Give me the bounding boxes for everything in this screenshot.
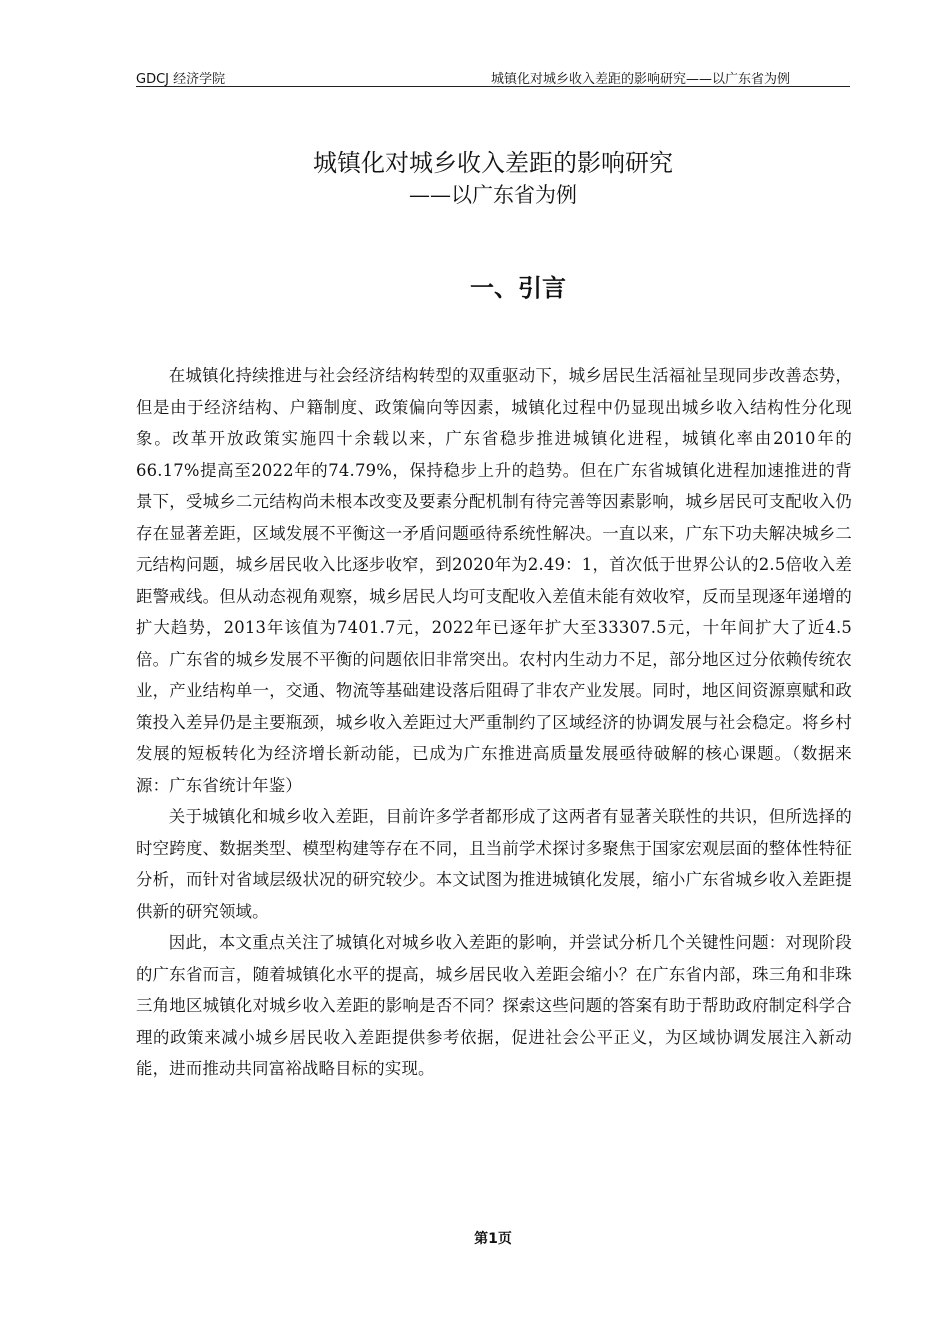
header-running-title: 城镇化对城乡收入差距的影响研究——以广东省为例 — [490, 72, 790, 87]
paragraph: 因此，本文重点关注了城镇化对城乡收入差距的影响，并尝试分析几个关键性问题：对现阶段的广东省而言，随着城镇化水平的提高，城乡居民收入差距会缩小？在广东省内部，珠三角和非珠三角地区城镇化对城乡收入差距的影响是否不同？探索这些问题的答案有助于帮助政府制定科学合理的政策来减小城乡居民收入差距提供参考依据，促进社会公平正义，为区域协调发展注入新动能，进而推动共同富裕战略目标的实现。 — [136, 933, 852, 1078]
page-number: 第1页 — [474, 1231, 512, 1247]
paper-subtitle: ——以广东省为例 — [409, 183, 577, 207]
paragraph: 关于城镇化和城乡收入差距，目前许多学者都形成了这两者有显著关联性的共识，但所选择的时空跨度、数据类型、模型构建等存在不同，且当前学术探讨多聚焦于国家宏观层面的整体性特征分析，而针对省域层级状况的研究较少。本文试图为推进城镇化发展，缩小广东省城乡收入差距提供新的研究领域。 — [136, 807, 852, 921]
section-heading-introduction: 一、引言 — [470, 274, 566, 302]
paragraph: 在城镇化持续推进与社会经济结构转型的双重驱动下，城乡居民生活福祉呈现同步改善态势，但是由于经济结构、户籍制度、政策偏向等因素，城镇化过程中仍显现出城乡收入结构性分化现象。改革开放政策实施四十余载以来，广东省稳步推进城镇化进程，城镇化率由2010年的66.17%提高至2022年的74.79%，保持稳步上升的趋势。但在广东省城镇化进程加速推进的背景下，受城乡二元结构尚未根本改变及要素分配机制有待完善等因素影响，城乡居民可支配收入仍存在显著差距，区域发展不平衡这一矛盾问题亟待系统性解决。一直以来，广东下功夫解决城乡二元结构问题，城乡居民收入比逐步收窄，到2020年为2.49：1，首次低于世界公认的2.5倍收入差距警戒线。但从动态视角观察，城乡居民人均可支配收入差值未能有效收窄，反而呈现逐年递增的扩大趋势，2013年该值为7401.7元，2022年已逐年扩大至33307.5元，十年间扩大了近4.5倍。广东省的城乡发展不平衡的问题依旧非常突出。农村内生动力不足，部分地区过分依赖传统农业，产业结构单一，交通、物流等基础建设落后阻碍了非农产业发展。同时，地区间资源禀赋和政策投入差异仍是主要瓶颈，城乡收入差距过大严重制约了区域经济的协调发展与社会稳定。将乡村发展的短板转化为经济增长新动能，已成为广东推进高质量发展亟待破解的核心课题。（数据来源：广东省统计年鉴） — [136, 366, 852, 795]
paper-title: 城镇化对城乡收入差距的影响研究 — [313, 149, 673, 177]
page-header — [136, 64, 850, 87]
title-block — [136, 146, 850, 210]
header-institution: GDCJ 经济学院 — [136, 72, 226, 87]
body-text — [136, 360, 852, 1085]
